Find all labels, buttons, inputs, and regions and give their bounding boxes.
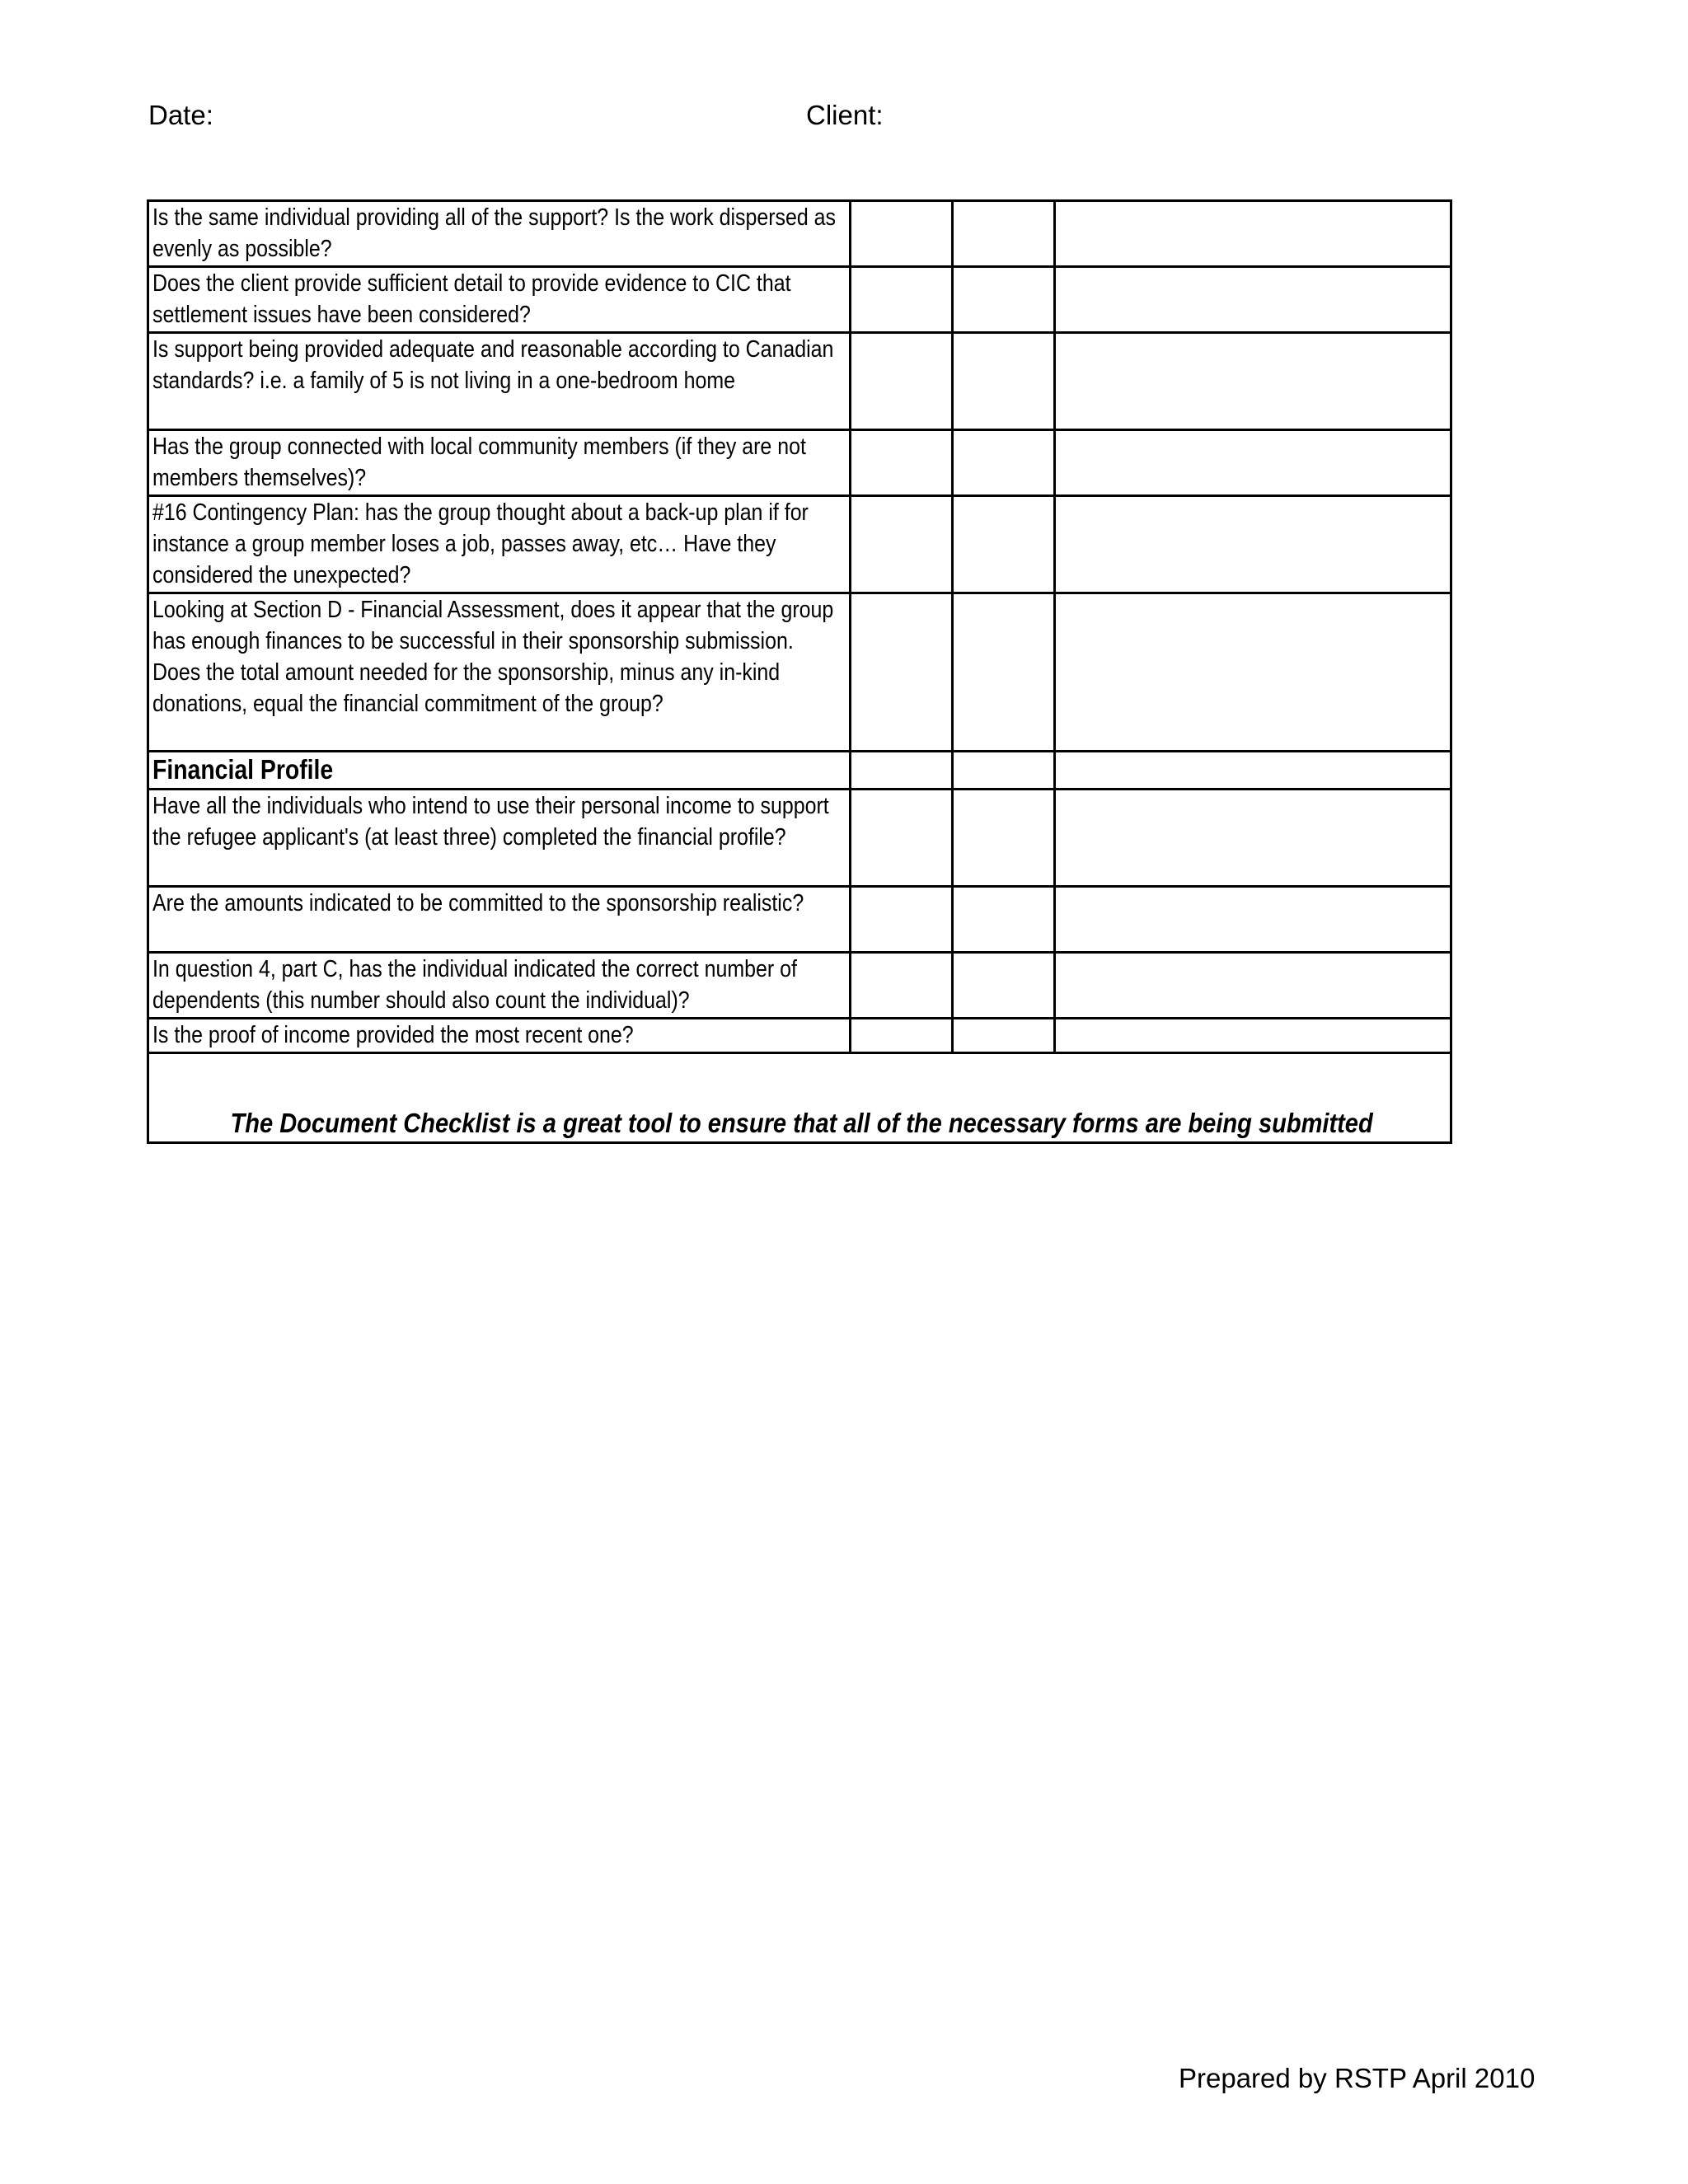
question-cell <box>148 430 851 496</box>
section-heading-row <box>148 752 1451 790</box>
check-cell-1[interactable] <box>851 333 953 430</box>
comments-cell[interactable] <box>1055 593 1451 752</box>
check-cell-1[interactable] <box>851 953 953 1019</box>
date-label: Date: <box>148 100 213 130</box>
comments-cell[interactable] <box>1055 953 1451 1019</box>
table-row <box>148 333 1451 430</box>
comments-cell[interactable] <box>1055 201 1451 267</box>
question-cell <box>148 790 851 887</box>
check-cell-1[interactable] <box>851 1019 953 1053</box>
comments-cell[interactable] <box>1055 333 1451 430</box>
check-cell-2[interactable] <box>953 201 1055 267</box>
question-cell <box>148 496 851 593</box>
question-text: #16 Contingency Plan: has the group thought about a back-up plan if for instance a group member loses a job, passes away, etc… Have they considered the unexpected? <box>152 499 809 588</box>
comments-cell[interactable] <box>1055 790 1451 887</box>
check-cell-1[interactable] <box>851 201 953 267</box>
question-text: Is support being provided adequate and reasonable according to Canadian standards? i.e. a family of 5 is not living in a one-bedroom home <box>152 336 834 394</box>
comments-cell[interactable] <box>1055 1019 1451 1053</box>
comments-cell[interactable] <box>1055 430 1451 496</box>
footer-note-cell <box>148 1053 1451 1143</box>
table-row <box>148 430 1451 496</box>
question-text: Looking at Section D - Financial Assessment, does it appear that the group has enough finances to be successful in their sponsorship submission. Does the total amount needed for the sponsorship, minus any in-kind donations, equal the financial commitment of the group? <box>152 597 834 717</box>
question-cell <box>148 201 851 267</box>
question-text: Has the group connected with local community members (if they are not members themselves)? <box>152 434 806 491</box>
table-row <box>148 201 1451 267</box>
question-text: Are the amounts indicated to be committed to the sponsorship realistic? <box>152 890 804 916</box>
check-cell-1[interactable] <box>851 430 953 496</box>
question-cell <box>148 333 851 430</box>
check-cell-1[interactable] <box>851 790 953 887</box>
table-row <box>148 496 1451 593</box>
question-cell <box>148 267 851 333</box>
check-cell-2[interactable] <box>953 333 1055 430</box>
check-cell-1[interactable] <box>851 752 953 790</box>
question-text: Does the client provide sufficient detail to provide evidence to CIC that settlement issues have been considered? <box>152 270 791 328</box>
table-row <box>148 593 1451 752</box>
checklist-table <box>147 199 1452 1144</box>
question-text: Have all the individuals who intend to use their personal income to support the refugee applicant's (at least three) completed the financial profile? <box>152 793 829 851</box>
question-text: In question 4, part C, has the individual indicated the correct number of dependents (this number should also count the individual)? <box>152 956 797 1014</box>
table-row <box>148 790 1451 887</box>
section-heading-cell <box>148 752 851 790</box>
question-cell <box>148 1019 851 1053</box>
check-cell-2[interactable] <box>953 430 1055 496</box>
question-cell <box>148 887 851 953</box>
check-cell-2[interactable] <box>953 593 1055 752</box>
comments-cell[interactable] <box>1055 887 1451 953</box>
check-cell-1[interactable] <box>851 593 953 752</box>
comments-cell[interactable] <box>1055 267 1451 333</box>
check-cell-2[interactable] <box>953 496 1055 593</box>
check-cell-2[interactable] <box>953 1019 1055 1053</box>
check-cell-1[interactable] <box>851 267 953 333</box>
question-text: Is the same individual providing all of the support? Is the work dispersed as evenly as possible? <box>152 204 837 262</box>
table-row <box>148 1019 1451 1053</box>
footer-note: The Document Checklist is a great tool to ensure that all of the necessary forms are being submitted <box>230 1108 1373 1138</box>
table-row <box>148 887 1451 953</box>
section-heading: Financial Profile <box>152 754 334 785</box>
client-label: Client: <box>806 100 884 130</box>
question-cell <box>148 953 851 1019</box>
question-text: Is the proof of income provided the most recent one? <box>152 1022 634 1048</box>
footer-note-row <box>148 1053 1451 1143</box>
check-cell-2[interactable] <box>953 953 1055 1019</box>
check-cell-1[interactable] <box>851 496 953 593</box>
comments-cell[interactable] <box>1055 752 1451 790</box>
table-row <box>148 267 1451 333</box>
check-cell-2[interactable] <box>953 267 1055 333</box>
table-row <box>148 953 1451 1019</box>
check-cell-1[interactable] <box>851 887 953 953</box>
check-cell-2[interactable] <box>953 752 1055 790</box>
comments-cell[interactable] <box>1055 496 1451 593</box>
check-cell-2[interactable] <box>953 887 1055 953</box>
question-cell <box>148 593 851 752</box>
prepared-by-note: Prepared by RSTP April 2010 <box>1179 2063 1536 2093</box>
check-cell-2[interactable] <box>953 790 1055 887</box>
